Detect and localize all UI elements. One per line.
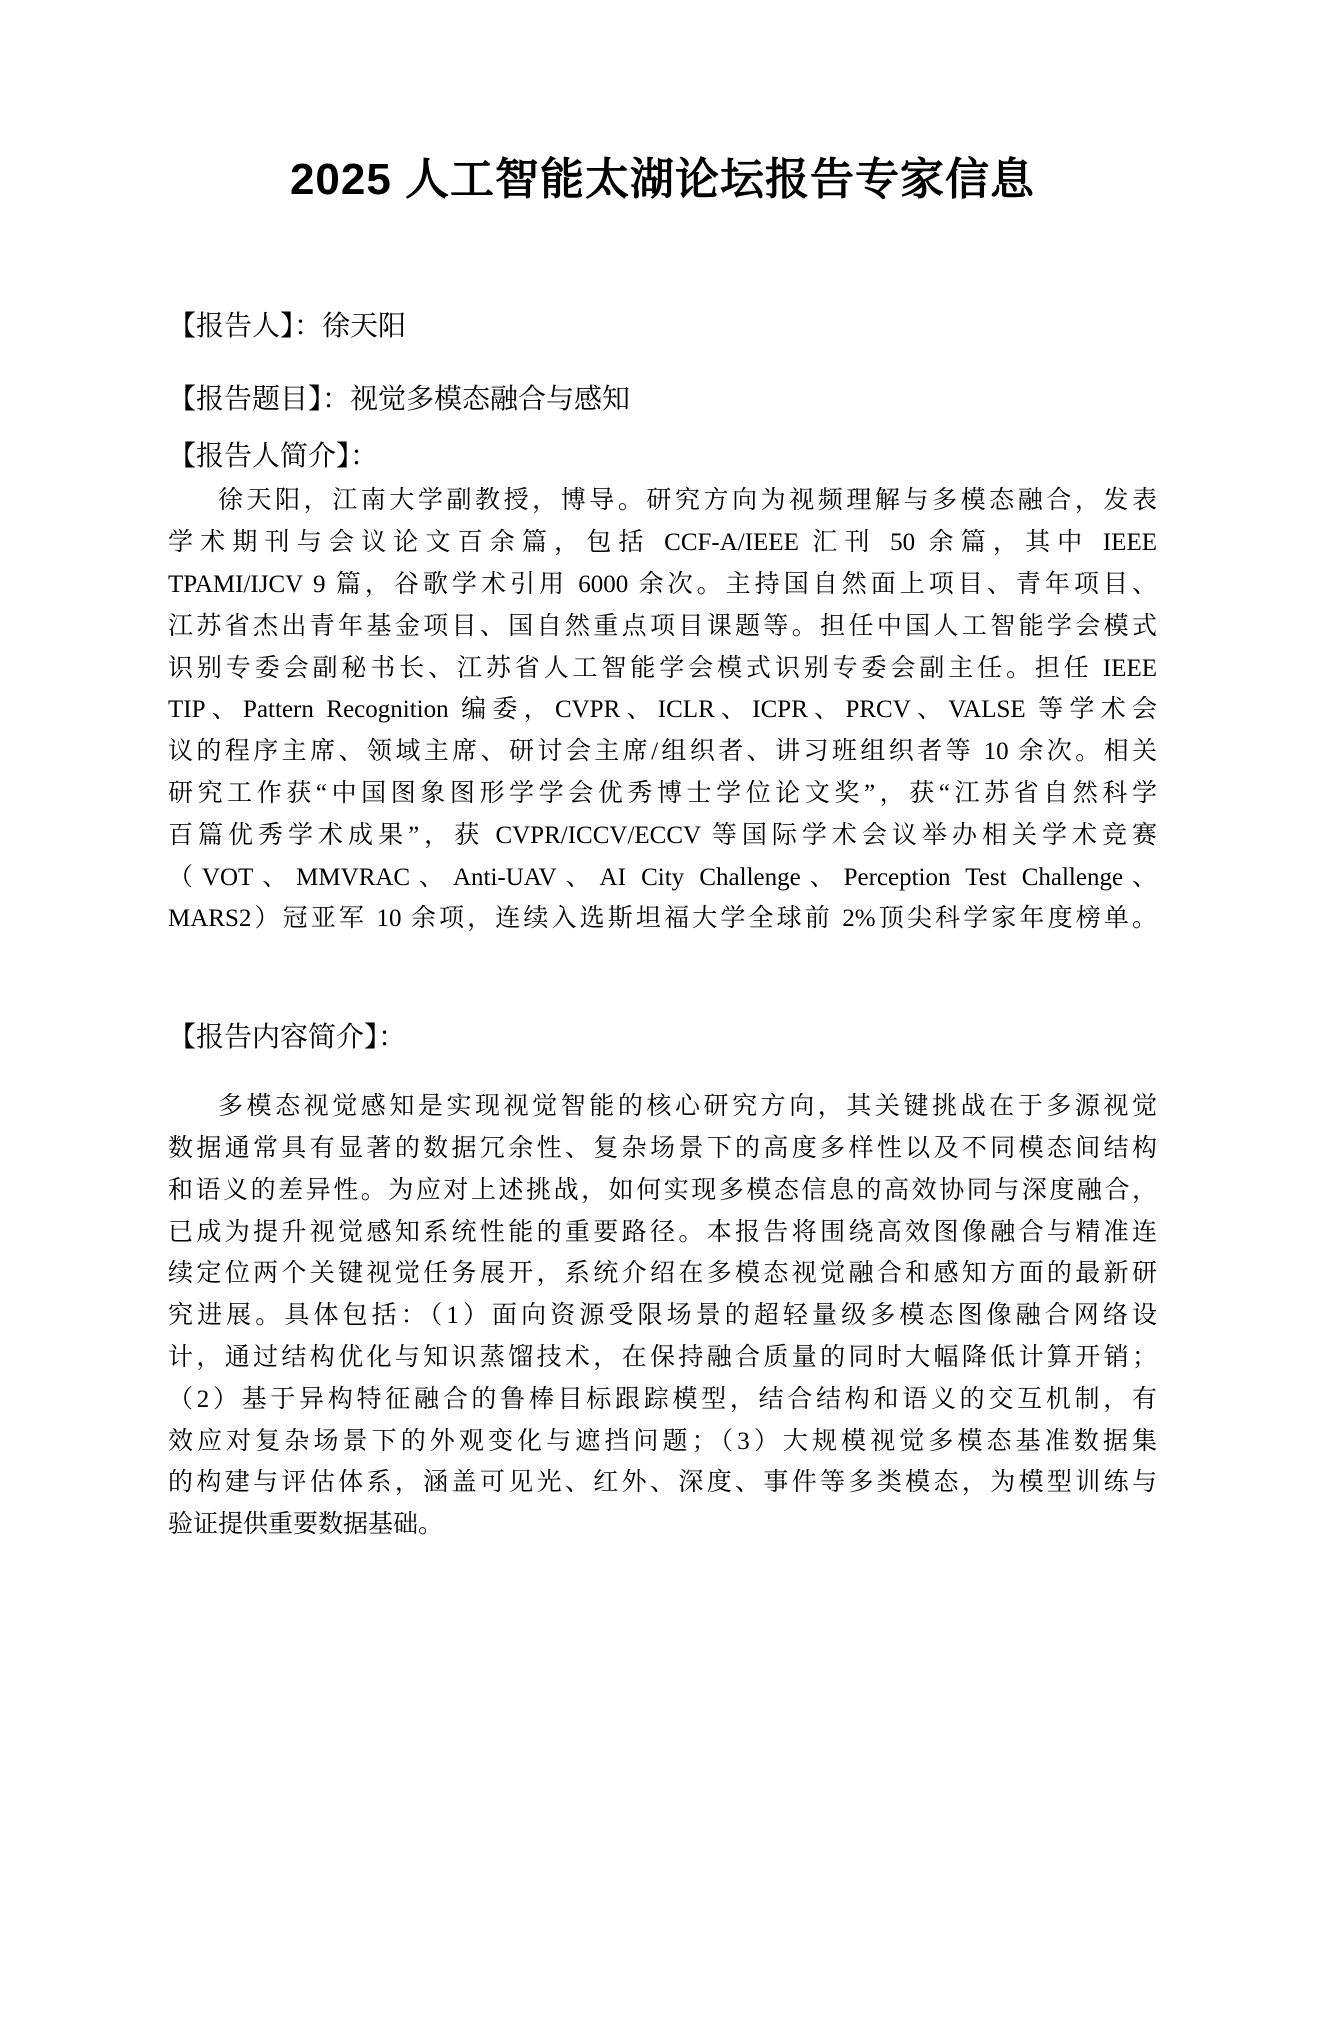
text-line: 数据通常具有显著的数据冗余性、复杂场景下的高度多样性以及不同模态间结构: [168, 1134, 1157, 1162]
text-line: 和语义的差异性。为应对上述挑战，如何实现多模态信息的高效协同与深度融合，: [168, 1176, 1157, 1204]
text-line: 究进展。具体包括：（1）面向资源受限场景的超轻量级多模态图像融合网络设: [168, 1302, 1157, 1330]
report-speaker-label: 【报告人】：: [168, 311, 323, 343]
text-line: 议的程序主席、领域主席、研讨会主席/组织者、讲习班组织者等 10 余次。相关: [168, 738, 1157, 766]
text-line: 续定位两个关键视觉任务展开，系统介绍在多模态视觉融合和感知方面的最新研: [168, 1260, 1157, 1288]
report-abstract-paragraph: [168, 1086, 1157, 1546]
text-line: 识别专委会副秘书长、江苏省人工智能学会模式识别专委会副主任。担任 IEEE: [168, 654, 1157, 682]
report-topic-value: 视觉多模态融合与感知: [350, 384, 631, 416]
text-line: 多模态视觉感知是实现视觉智能的核心研究方向，其关键挑战在于多源视觉: [218, 1093, 1157, 1121]
text-line: 百篇优秀学术成果”，获 CVPR/ICCV/ECCV 等国际学术会议举办相关学术竞赛: [168, 821, 1157, 849]
report-topic-label: 【报告题目】：: [168, 384, 351, 416]
document-page: [0, 150, 1323, 2021]
report-speaker-value: 徐天阳: [322, 311, 407, 343]
report-topic-field: [168, 380, 1157, 420]
speaker-bio-paragraph: [168, 480, 1157, 940]
text-line: 计，通过结构优化与知识蒸馏技术，在保持融合质量的同时大幅降低计算开销；: [168, 1343, 1157, 1371]
report-speaker-field: [168, 307, 1157, 347]
text-line: 学术期刊与会议论文百余篇，包括 CCF-A/IEEE 汇刊 50 余篇，其中 IEEE: [168, 529, 1157, 557]
text-line: 江苏省杰出青年基金项目、国自然重点项目课题等。担任中国人工智能学会模式: [168, 612, 1157, 640]
text-line: 研究工作获“中国图象图形学学会优秀博士学位论文奖”，获“江苏省自然科学: [168, 779, 1157, 807]
speaker-bio-heading: 【报告人简介】：: [168, 441, 379, 473]
text-line: 验证提供重要数据基础。: [168, 1511, 444, 1539]
text-line: TPAMI/IJCV 9 篇，谷歌学术引用 6000 余次。主持国自然面上项目、青年项目、: [168, 570, 1157, 598]
text-line: 已成为提升视觉感知系统性能的重要路径。本报告将围绕高效图像融合与精准连: [168, 1218, 1157, 1246]
text-line: MARS2）冠亚军 10 余项，连续入选斯坦福大学全球前 2%顶尖科学家年度榜单。: [168, 905, 1157, 933]
text-line: 的构建与评估体系，涵盖可见光、红外、深度、事件等多类模态，为模型训练与: [168, 1469, 1157, 1497]
document-title: 2025 人工智能太湖论坛报告专家信息: [289, 155, 1036, 204]
text-line: （2）基于异构特征融合的鲁棒目标跟踪模型，结合结构和语义的交互机制，有: [168, 1385, 1157, 1413]
report-abstract-heading: 【报告内容简介】：: [168, 1022, 407, 1054]
text-line: TIP、Pattern Recognition 编委，CVPR、ICLR、ICPR、PRCV、VALSE 等学术会: [168, 696, 1157, 724]
document-content: [168, 150, 1157, 1546]
text-line: 徐天阳，江南大学副教授，博导。研究方向为视频理解与多模态融合，发表: [218, 487, 1157, 515]
text-line: 效应对复杂场景下的外观变化与遮挡问题；（3）大规模视觉多模态基准数据集: [168, 1427, 1157, 1455]
text-line: （VOT、MMVRAC、Anti-UAV、AI City Challenge、Perception Test Challenge、: [168, 863, 1157, 891]
